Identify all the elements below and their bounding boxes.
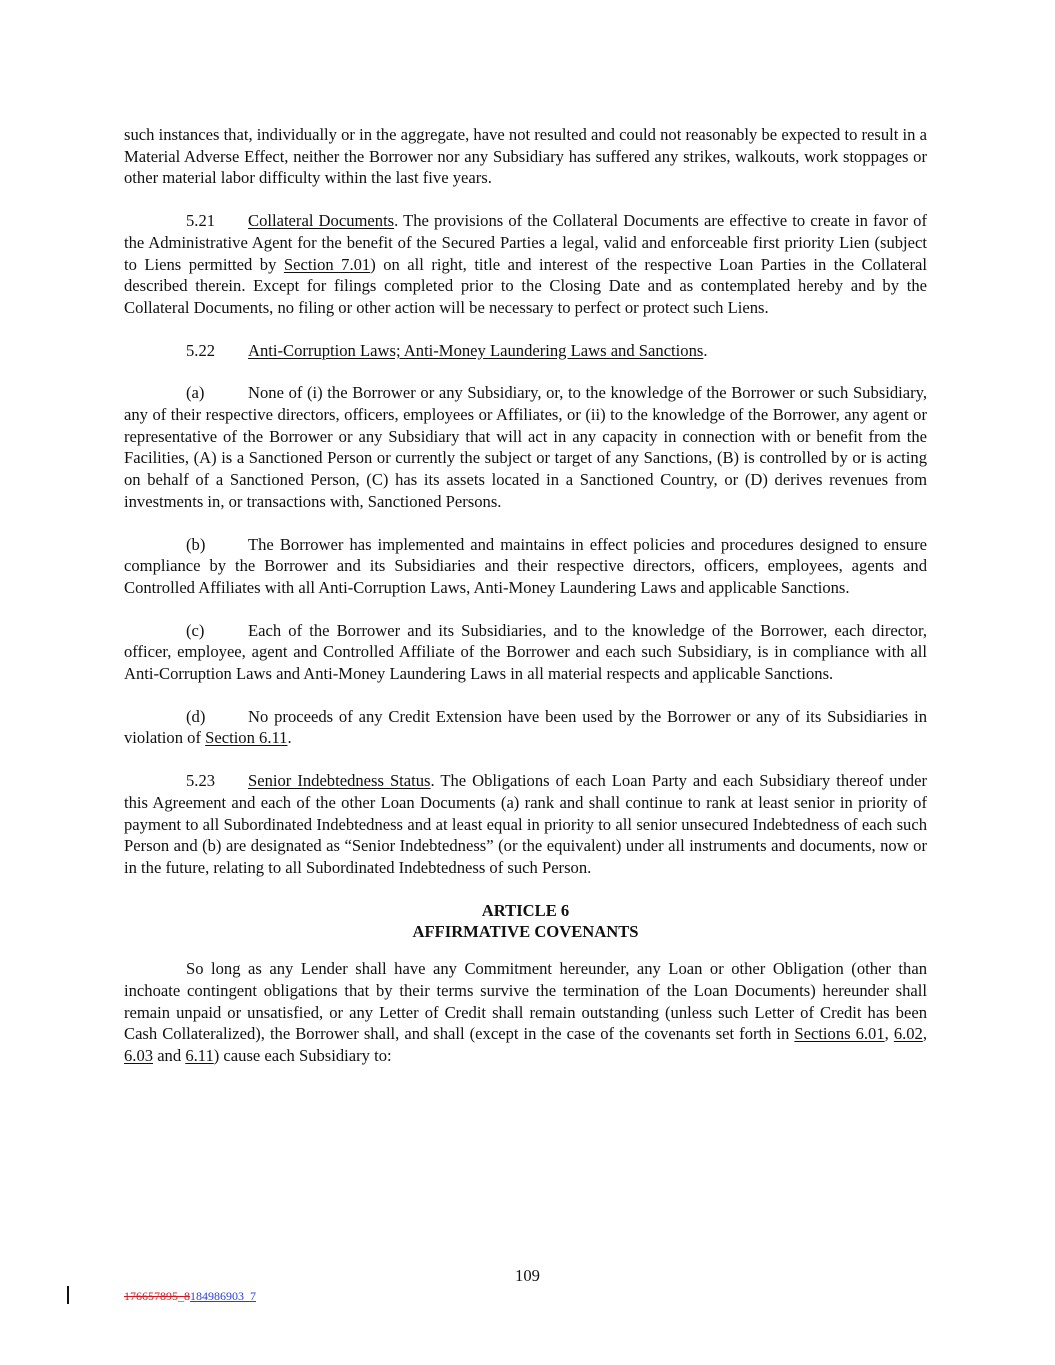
separator: , [922, 1024, 928, 1044]
clause-label: (c) [186, 620, 205, 640]
clause-label: (b) [186, 534, 206, 554]
paragraph-continuation: such instances that, individually or in the aggregate, have not resulted and could not reasonably be expected to result in a Material Adverse Effect, neither the Borrower nor any Subsidiary has suffered any strikes, walkouts, work stoppages or other material labor difficulty within the last five years. [124, 125, 927, 188]
clause-label: (a) [186, 383, 205, 403]
article-heading [124, 900, 927, 943]
section-number: 5.21 [186, 211, 216, 231]
section-number: 5.23 [186, 771, 216, 791]
section-heading: Collateral Documents [248, 211, 395, 231]
cross-reference: 6.02 [893, 1024, 923, 1044]
document-body [124, 124, 927, 1088]
cross-reference: 6.11 [185, 1045, 214, 1065]
clause-d [124, 706, 927, 749]
page-number: 109 [515, 1266, 540, 1285]
document-id-footer [124, 1289, 256, 1304]
section-5-23 [124, 770, 927, 879]
intro-text: ) cause each Subsidiary to: [213, 1045, 392, 1065]
section-number: 5.22 [186, 340, 216, 360]
clause-a [124, 382, 927, 512]
clause-text: No proceeds of any Credit Extension have been used by the Borrower or any of its Subsidiaries in violation of [124, 706, 927, 748]
clause-b [124, 534, 927, 599]
cross-reference: Sections 6.01 [794, 1024, 885, 1044]
clause-c [124, 620, 927, 685]
clause-label: (d) [186, 706, 206, 726]
deleted-doc-id: 176657895_8 [124, 1289, 190, 1303]
separator: , [884, 1024, 894, 1044]
cross-reference: Section 6.11 [205, 728, 288, 748]
separator: and [153, 1045, 186, 1065]
section-text: ) on all right, title and interest of the respective Loan Parties in the Collateral described therein. Except for filings completed prior to the Closing Date and as contemplated hereby and by the Collateral Documents, no filing or other action will be necessary to perfect or protect such Liens. [124, 254, 927, 317]
inserted-doc-id: 184986903_7 [190, 1289, 256, 1303]
section-text: . The provisions of the Collateral Documents are effective to create in favor of the Administrative Agent for the benefit of the Secured Parties a legal, valid and enforceable first priority Lien (subject to Liens permitted by [124, 211, 927, 274]
clause-text: The Borrower has implemented and maintains in effect policies and procedures designed to ensure compliance by the Borrower and its Subsidiaries and their respective directors, officers, employees, agents and Controlled Affiliates with all Anti-Corruption Laws, Anti-Money Laundering Laws and applicable Sanctions. [124, 534, 927, 597]
article-number: ARTICLE 6 [481, 900, 570, 920]
section-5-21 [124, 210, 927, 319]
section-heading: Anti-Corruption Laws; Anti-Money Laundering Laws and Sanctions [248, 340, 704, 360]
article-intro [124, 958, 927, 1067]
intro-text: So long as any Lender shall have any Commitment hereunder, any Loan or other Obligation (other than inchoate contingent obligations that by their terms survive the termination of the Loan Documents) hereunder shall remain unpaid or unsatisfied, or any Letter of Credit shall remain outstanding (unless such Letter of Credit has been Cash Collateralized), the Borrower shall, and shall (except in the case of the covenants set forth in [124, 959, 927, 1044]
article-title: AFFIRMATIVE COVENANTS [412, 922, 639, 942]
cross-reference: Section 7.01 [283, 254, 371, 274]
section-text: . The Obligations of each Loan Party and each Subsidiary thereof under this Agreement and each of the other Loan Documents (a) rank and shall continue to rank at least senior in priority of payment to all Subordinated Indebtedness and at least equal in priority to all senior unsecured Indebtedness of each such Person and (b) are designated as “Senior Indebtedness” (or the equivalent) under all instruments and documents, now or in the future, relating to all Subordinated Indebtedness of such Person. [124, 771, 927, 877]
section-5-22 [124, 340, 927, 362]
section-text: . [703, 340, 708, 360]
cross-reference: 6.03 [124, 1045, 154, 1065]
clause-text: . [287, 728, 292, 748]
change-bar [67, 1286, 69, 1304]
clause-text: Each of the Borrower and its Subsidiaries, and to the knowledge of the Borrower, each director, officer, employee, agent and Controlled Affiliate of the Borrower and each such Subsidiary, is in compliance with all Anti-Corruption Laws and Anti-Money Laundering Laws in all material respects and applicable Sanctions. [124, 620, 927, 684]
section-heading: Senior Indebtedness Status [248, 771, 431, 791]
clause-text: None of (i) the Borrower or any Subsidiary, or, to the knowledge of the Borrower or such Subsidiary, any of their respective directors, officers, employees or Affiliates, or (ii) to the knowledge of the Borrower, any agent or representative of the Borrower or any Subsidiary that will act in any capacity in connection with or benefit from the Facilities, (A) is a Sanctioned Person or currently the subject or target of any Sanctions, (B) is controlled by or is acting on behalf of a Sanctioned Person, (C) has its assets located in a Sanctioned Country, or (D) derives revenues from investments in, or transactions with, Sanctioned Persons. [124, 383, 927, 511]
